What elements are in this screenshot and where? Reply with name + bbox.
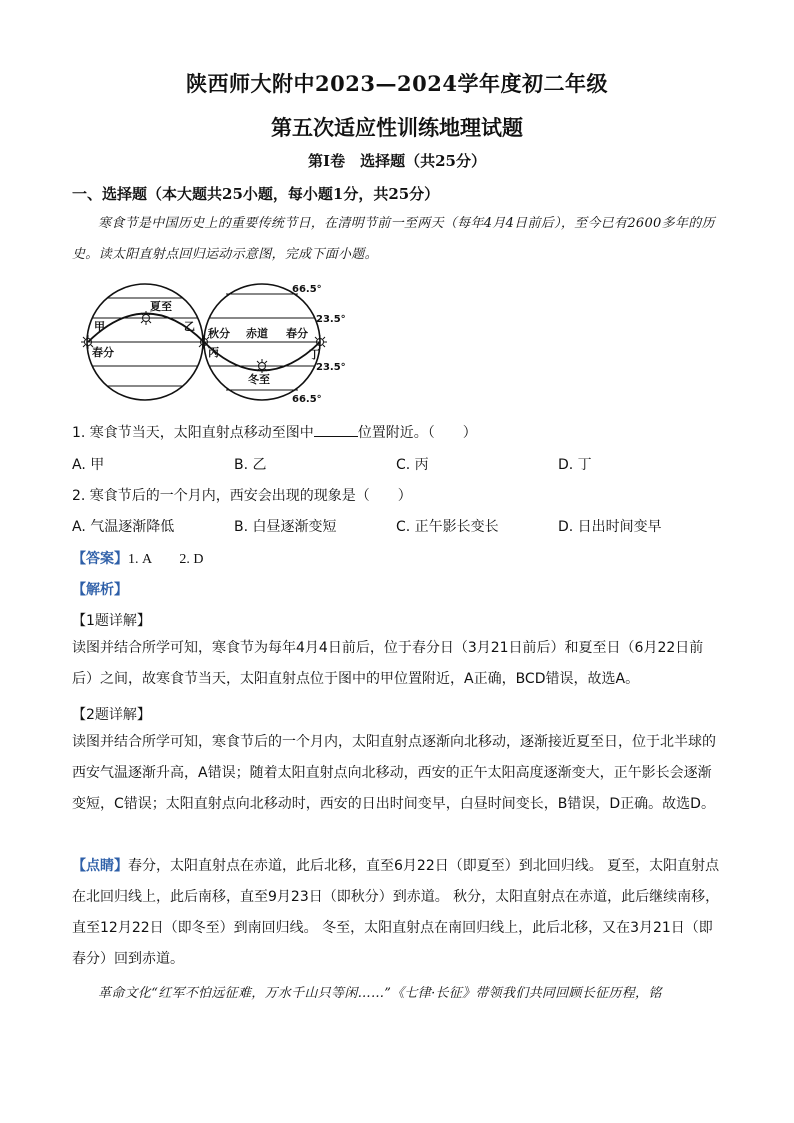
q1-option-d: D. 丁 <box>558 457 592 473</box>
label-lat-665n: 66.5° <box>292 284 322 295</box>
q2-option-c: C. 正午影长变长 <box>396 519 499 535</box>
label-jia: 甲 <box>94 320 105 333</box>
question-1-stem: 1. 寒食节当天，太阳直射点移动至图中 位置附近。（ ） <box>72 425 477 441</box>
answer-text: 1. A 2. D <box>128 552 204 567</box>
label-chidao: 赤道 <box>246 327 268 340</box>
comment-text: 春分，太阳直射点在赤道，此后北移，直至6月22日（即夏至）到北回归线。 夏至，太阳直射点在北回归线上，此后南移，直至9月23日（即秋分）到赤道。 秋分，太阳直射点在赤道，此后继续南移，直至12月22日（即冬至）到南回归线。 冬至，太阳直射点在南回归线上，此后北移，又在3月21日（即春分）回到赤道。 <box>72 858 720 967</box>
q1-option-c: C. 丙 <box>396 457 429 473</box>
detail-2-text: 读图并结合所学可知，寒食节后的一个月内，太阳直射点逐渐向北移动，逐渐接近夏至日，位于北半球的西安气温逐渐升高，A错误；随着太阳直射点向北移动，西安的正午太阳高度逐渐变大，正午影长会逐渐变短，C错误；太阳直射点向北移动时，西安的日出时间变早，白昼时间变长，B错误，D正确。故选D。 <box>72 734 716 812</box>
label-ding: 丁 <box>309 348 320 361</box>
comment-tag: 【点睛】 <box>72 858 128 874</box>
label-dongzhi: 冬至 <box>248 373 270 386</box>
part-heading: 第Ⅰ卷 选择题（共25分） <box>308 152 486 170</box>
label-chunfen-right: 春分 <box>286 327 308 340</box>
next-question-intro: 革命文化“红军不怕远征难，万水千山只等闲……”《七律·长征》带领我们共同回顾长征历程，铭 <box>98 986 662 1001</box>
q1-option-b: B. 乙 <box>234 457 267 473</box>
label-bing: 丙 <box>208 346 219 359</box>
answer-line <box>72 548 203 568</box>
exam-title: 陕西师大附中2023—2024学年度初二年级 <box>186 71 608 96</box>
label-yi: 乙 <box>184 320 195 333</box>
answer-blank <box>314 424 358 437</box>
sun-migration-diagram <box>80 280 346 408</box>
label-xiazhi: 夏至 <box>150 300 172 313</box>
label-lat-235n: 23.5° <box>316 314 346 325</box>
question-2-stem: 2. 寒食节后的一个月内，西安会出现的现象是（ ） <box>72 488 412 504</box>
answer-tag: 【答案】 <box>72 551 128 567</box>
label-lat-665s: 66.5° <box>292 394 322 405</box>
comment-paragraph <box>72 851 722 975</box>
detail-2-heading: 【2题详解】 <box>72 707 151 723</box>
q2-option-a: A. 气温逐渐降低 <box>72 519 175 535</box>
detail-1-text: 读图并结合所学可知，寒食节为每年4月4日前后，位于春分日（3月21日前后）和夏至日（6月22日前后）之间，故寒食节当天，太阳直射点位于图中的甲位置附近，A正确，BCD错误，故选A。 <box>72 640 704 687</box>
label-chunfen-left: 春分 <box>92 346 114 359</box>
analysis-tag: 【解析】 <box>72 582 128 598</box>
exam-subtitle: 第五次适应性训练地理试题 <box>271 115 523 140</box>
q2-option-d: D. 日出时间变早 <box>558 519 662 535</box>
label-lat-235s: 23.5° <box>316 362 346 373</box>
analysis-line <box>72 579 128 599</box>
q1-option-a: A. 甲 <box>72 457 105 473</box>
section-heading: 一、选择题（本大题共25小题，每小题1分，共25分） <box>72 185 440 203</box>
label-qiufen: 秋分 <box>208 327 230 340</box>
detail-1-heading: 【1题详解】 <box>72 613 151 629</box>
q2-option-b: B. 白昼逐渐变短 <box>234 519 337 535</box>
question-intro: 寒食节是中国历史上的重要传统节日，在清明节前一至两天（每年4月4日前后），至今已有2600多年的历史。读太阳直射点回归运动示意图，完成下面小题。 <box>72 216 715 262</box>
